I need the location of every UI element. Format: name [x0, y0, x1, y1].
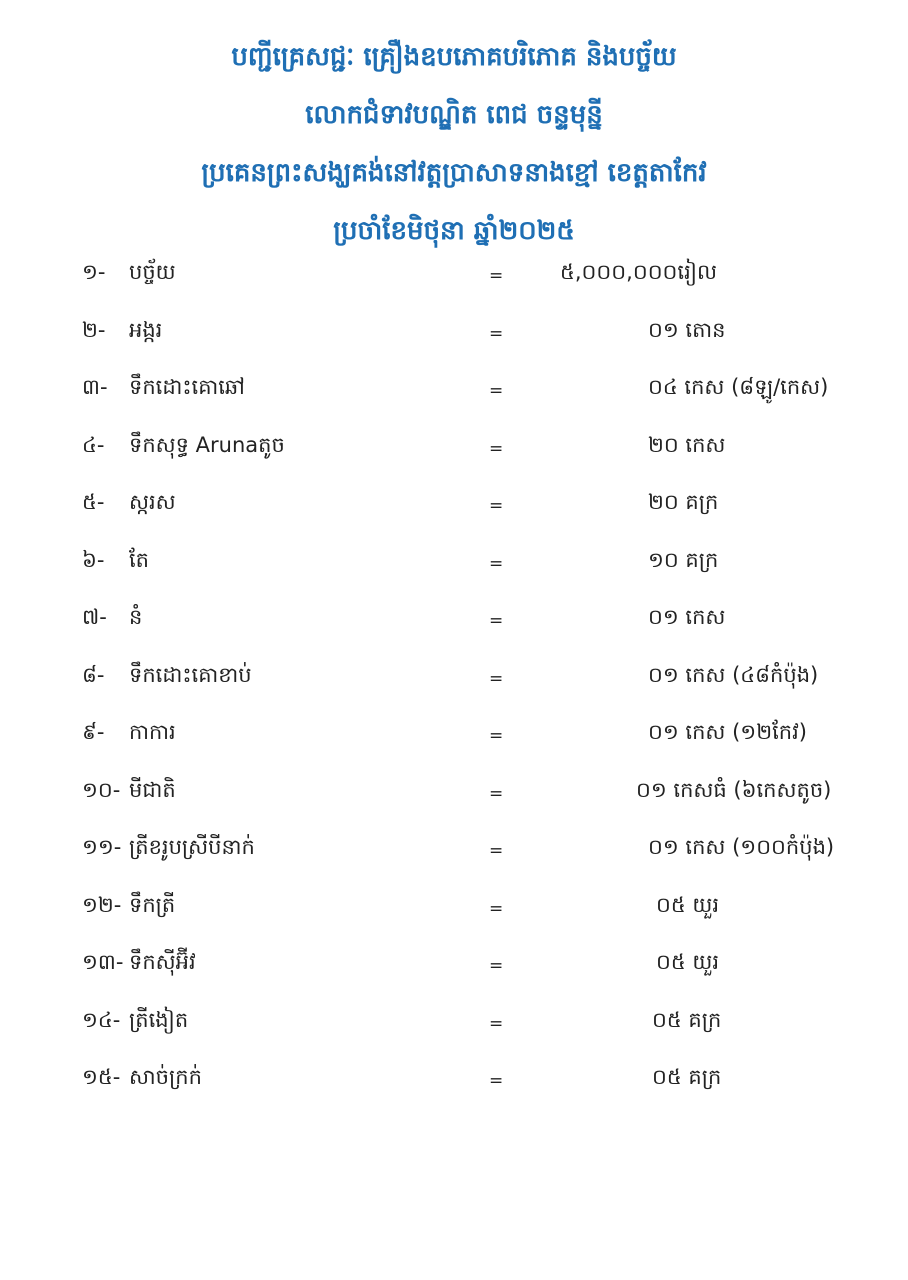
item-name: ត្រីខរូបស្រីបីនាក់ [129, 835, 255, 859]
list-item [0, 704, 908, 762]
item-quantity: ០៥ គក្រ [652, 1007, 722, 1032]
item-name: ត្រីងៀត [129, 1007, 189, 1032]
item-name: មីជាតិ [129, 777, 176, 802]
list-item [0, 244, 908, 302]
item-number: ៩- [82, 720, 105, 744]
equals-sign: = [489, 1013, 504, 1034]
item-name: ទឹកសុទ្ធ Arunaតូច [129, 432, 285, 457]
list-item [0, 762, 908, 820]
item-number: ២- [82, 317, 106, 342]
item-number: ១៣- [82, 950, 124, 974]
item-number: ១១- [82, 835, 122, 859]
item-number: ១០- [82, 777, 121, 802]
list-item [0, 647, 908, 705]
title-line-3: ប្រគេនព្រះសង្ឃគង់នៅវត្តប្រាសាទនាងខ្មៅ ខេត្តតាកែវ [201, 158, 707, 188]
document-header [0, 28, 908, 260]
item-quantity: ០១ កេស (១២កែវ) [648, 720, 807, 744]
item-number: ៧- [82, 605, 107, 629]
list-item [0, 934, 908, 992]
title-line-2: លោកជំទាវបណ្ឌិត ពេជ ចន្ទមុន្នី [305, 100, 603, 130]
item-number: ៦- [82, 547, 105, 572]
list-item [0, 302, 908, 360]
item-quantity: ០១ កេស (៤៨កំប៉ុង) [648, 662, 819, 687]
item-quantity: ១០ គក្រ [648, 547, 719, 572]
item-quantity: ៥,០០០,០០០រៀល [560, 260, 718, 284]
item-number: ១៥- [82, 1065, 121, 1089]
item-name: កាការ [129, 720, 176, 744]
equals-sign: = [489, 381, 504, 401]
item-number: ១២- [82, 892, 122, 917]
item-list [0, 244, 908, 1107]
item-name: ទឹកត្រី [129, 892, 176, 917]
item-number: ១- [82, 260, 106, 284]
item-number: ៥- [82, 490, 105, 514]
item-name: ទឹកដោះគោខាប់ [129, 662, 252, 687]
list-item [0, 819, 908, 877]
item-quantity: ២០ គក្រ [648, 490, 719, 514]
item-quantity: ០១ កេស (១០០កំប៉ុង) [648, 835, 835, 859]
list-item [0, 417, 908, 475]
item-number: ១៤- [82, 1007, 121, 1032]
list-item [0, 359, 908, 417]
item-name: សាច់ក្រក់ [129, 1065, 202, 1089]
list-item [0, 474, 908, 532]
list-item [0, 589, 908, 647]
item-name: នំ [129, 605, 143, 629]
item-name: ស្ករស [129, 490, 176, 514]
equals-sign: = [489, 1071, 504, 1091]
item-name: បច្ច័យ [129, 260, 176, 284]
equals-sign: = [489, 266, 504, 286]
list-item [0, 877, 908, 935]
equals-sign: = [489, 496, 504, 516]
item-number: ៨- [82, 662, 105, 687]
item-quantity: ០១ តោន [648, 317, 726, 342]
equals-sign: = [489, 726, 504, 746]
title-line-4: ប្រចាំខែមិថុនា ឆ្នាំ២០២៥ [333, 216, 575, 246]
equals-sign: = [489, 783, 504, 804]
title-line-1: បញ្ជីគ្រេសជ្ជៈ គ្រឿងឧបភោគបរិភោគ និងបច្ច័យ [231, 42, 677, 72]
equals-sign: = [489, 438, 504, 459]
equals-sign: = [489, 956, 504, 976]
list-item [0, 532, 908, 590]
item-quantity: ០៥ គក្រ [652, 1065, 722, 1089]
item-number: ៣- [82, 375, 108, 399]
item-quantity: ០១ កេសធំ (៦កេសតូច) [636, 777, 832, 802]
equals-sign: = [489, 668, 504, 689]
item-quantity: ០៥ យួរ [656, 950, 720, 974]
equals-sign: = [489, 611, 504, 631]
item-quantity: ២០ កេស [648, 432, 726, 457]
item-quantity: ០៤ កេស (៨ឡូ/កេស) [648, 375, 829, 399]
list-item [0, 992, 908, 1050]
item-quantity: ០៥ យួរ [656, 892, 720, 917]
item-name: ទឹកស៊ីអ៊ីវ [129, 950, 196, 974]
item-quantity: ០១ កេស [648, 605, 726, 629]
equals-sign: = [489, 841, 504, 861]
item-number: ៤- [82, 432, 105, 457]
item-name: តែ [129, 547, 149, 572]
list-item [0, 1049, 908, 1107]
item-name: អង្ករ [129, 317, 163, 342]
equals-sign: = [489, 553, 504, 574]
equals-sign: = [489, 323, 504, 344]
item-name: ទឹកដោះគោឆៅ [129, 375, 245, 399]
equals-sign: = [489, 898, 504, 919]
